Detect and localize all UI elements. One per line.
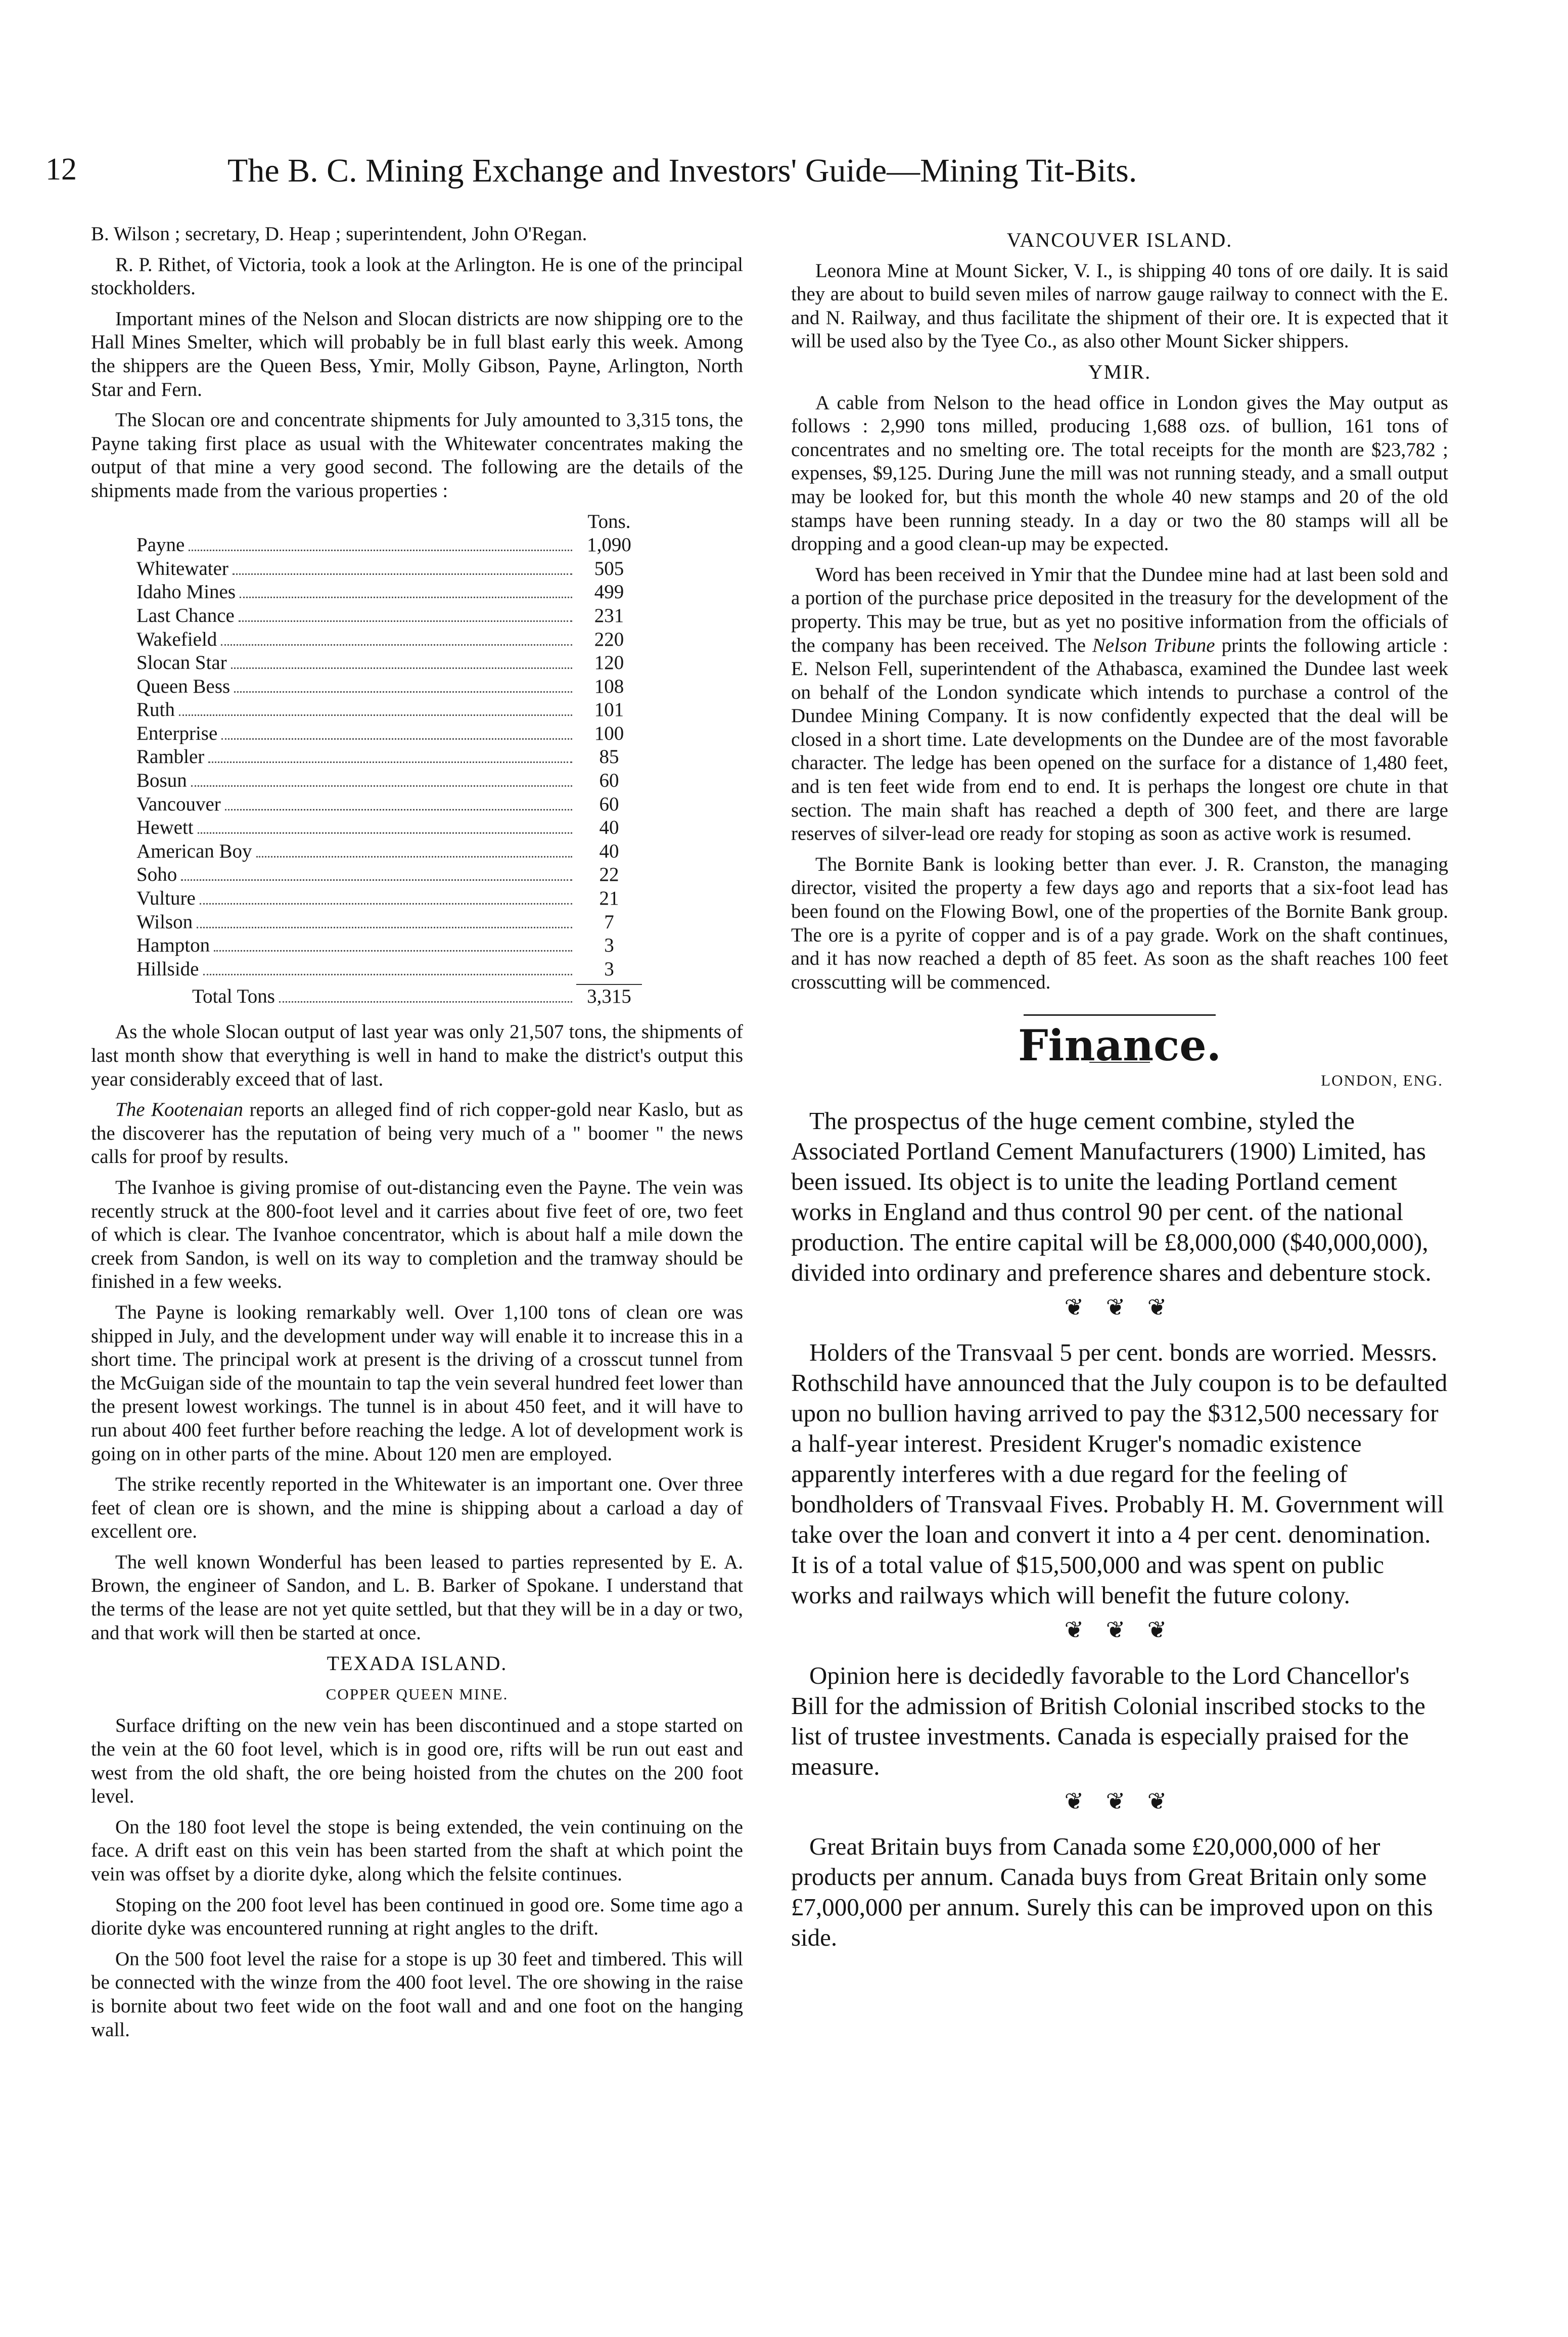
- paragraph: The Slocan ore and concentrate shipments for July amounted to 3,315 tons, the Payne taking first place as usual with the Whitewater concentrates making the output of that mine a very good second. The following are the details of the shipments made from the various properties :: [91, 409, 743, 502]
- shipment-row: [136, 604, 642, 628]
- paragraph: On the 500 foot level the raise for a stope is up 30 feet and timbered. This will be connected with the winze from the 400 foot level. The ore showing in the raise is bornite about two feet wide on the foot wall and and one foot on the hanging wall.: [91, 1948, 743, 2041]
- tons-value: 120: [594, 652, 624, 674]
- mine-name: Bosun: [136, 770, 187, 792]
- tons-value: 40: [599, 840, 619, 862]
- tons-value: 21: [599, 887, 619, 910]
- shipments-unit-header: [136, 510, 642, 534]
- paragraph: Stoping on the 200 foot level has been continued in good ore. Some time ago a diorite dyke was encountered running at right angles to the drift.: [91, 1894, 743, 1940]
- mine-name: Hewett: [136, 817, 194, 839]
- left-column: [91, 222, 743, 2049]
- tons-value: 108: [594, 675, 624, 697]
- total-label: Total Tons: [192, 985, 275, 1008]
- mine-name: Last Chance: [136, 604, 235, 626]
- shipments-rows: [136, 533, 642, 981]
- paragraph: The Ivanhoe is giving promise of out-distancing even the Payne. The vein was recently struck at the 800-foot level and it carries about five feet of ore, two feet of which is clear. The Ivanhoe concentrator, which is about half a mile down the creek from Sandon, is well on its way to completion and the tramway should be finished in a few weeks.: [91, 1176, 743, 1293]
- mine-name: Vulture: [136, 887, 196, 910]
- leader-dots: [221, 644, 572, 646]
- paragraph: A cable from Nelson to the head office in London gives the May output as follows : 2,990 tons milled, producing 1,688 ozs. of bullion, 161 tons of concentrates and no smelting ore. The total receipts for the month are $23,782 ; expenses, $9,125. During June the mill was not running steady, and a small output may be looked for, but this month the whole 40 new stamps and 20 of the old stamps have been running steady. In a day or two the 80 stamps will all be dropping and a good clean-up may be expected.: [791, 391, 1448, 555]
- paragraph: The strike recently reported in the Whitewater is an important one. Over three feet of clean ore is shown, and the mine is shipping about a carload a day of excellent ore.: [91, 1473, 743, 1543]
- paragraph: On the 180 foot level the stope is being extended, the vein continuing on the face. A drift east on this vein has been started from the shaft at which point the vein was offset by a diorite dyke, along which the felsite continues.: [91, 1816, 743, 1885]
- paragraph-text: reports an alleged find of rich copper-gold near Kaslo, but as the discoverer has the reputation of being very much of a " boomer " the news calls for proof by results.: [91, 1099, 743, 1168]
- tons-value: 60: [599, 770, 619, 792]
- shipment-row: [136, 675, 642, 699]
- total-value: 3,315: [587, 985, 631, 1008]
- paragraph: B. Wilson ; secretary, D. Heap ; superintendent, John O'Regan.: [91, 223, 587, 245]
- mine-name: Vancouver: [136, 793, 221, 815]
- tons-value: 505: [594, 557, 624, 579]
- mine-name: Whitewater: [136, 557, 228, 579]
- leader-dots: [191, 785, 572, 787]
- mine-name: Hillside: [136, 958, 199, 980]
- paragraph: The Bornite Bank is looking better than ever. J. R. Cranston, the managing director, visited the property a few days ago and reports that a six-foot lead has been found on the Flowing Bowl, one of the properties of the Bornite Bank group. The ore is a pyrite of copper and is of a pay grade. Work on the shaft continues, and it has now reached a depth of 85 feet. As soon as the shaft reaches 100 feet crosscutting will be commenced.: [791, 853, 1448, 993]
- tons-value: 499: [594, 581, 624, 603]
- shipment-row: [136, 557, 642, 581]
- tons-value: 100: [594, 722, 624, 744]
- publication-name: The Kootenaian: [115, 1099, 243, 1121]
- shipment-row: [136, 934, 642, 958]
- tons-value: 40: [599, 817, 619, 839]
- ornament-divider: ❦ ❦ ❦: [1064, 1788, 1175, 1814]
- running-title: The B. C. Mining Exchange and Investors' Guide—Mining Tit-Bits.: [227, 152, 1137, 189]
- shipment-row: [136, 769, 642, 793]
- shipment-row: [136, 580, 642, 604]
- shipment-row: [136, 887, 642, 911]
- leader-dots: [231, 667, 572, 669]
- ornament-divider: ❦ ❦ ❦: [1064, 1617, 1175, 1643]
- leader-dots: [189, 550, 572, 551]
- sub-heading: COPPER QUEEN MINE.: [326, 1685, 509, 1703]
- leader-dots: [239, 620, 572, 622]
- mine-name: American Boy: [136, 840, 252, 862]
- mine-name: Rambler: [136, 746, 205, 768]
- paragraph: As the whole Slocan output of last year was only 21,507 tons, the shipments of last month show that everything is well in hand to make the district's output this year considerably exceed that of last.: [91, 1021, 743, 1090]
- dateline: LONDON, ENG.: [1321, 1071, 1443, 1089]
- page-header: [45, 152, 1299, 197]
- right-column: [791, 222, 1448, 1961]
- tons-value: 7: [604, 911, 614, 933]
- mine-name: Idaho Mines: [136, 581, 236, 603]
- tons-value: 3: [604, 934, 614, 957]
- leader-dots: [256, 856, 572, 858]
- paragraph-text: prints the following article : E. Nelson Fell, superintendent of the Athabasca, examined the Dundee last week on behalf of the London syndicate which intends to purchase a control of the Dundee Mining Company. It is now confidently expected that the deal will be closed in a short time. Late developments on the Dundee are of the most favorable character. The ledge has been opened on the surface for a distance of 1,480 feet, and is ten feet wide from end to end. It is perhaps the longest ore chute in that section. The main shaft has reached a depth of 300 feet, and there are large reserves of silver-lead ore ready for stoping as soon as active work is resumed.: [791, 634, 1448, 845]
- finance-paragraph: Holders of the Transvaal 5 per cent. bonds are worried. Messrs. Rothschild have announced that the July coupon is to be defaulted upon no bullion having arrived to pay the $312,500 necessary for a half-year interest. President Kruger's nomadic existence apparently interferes with a due regard for the feeling of bondholders of Transvaal Fives. Probably H. M. Government will take over the loan and convert it into a 4 per cent. denomination. It is of a total value of $15,500,000 and was spent on public works and railways which will benefit the future colony.: [791, 1338, 1448, 1609]
- finance-heading: Finance.: [1018, 1020, 1221, 1071]
- finance-paragraph: The prospectus of the huge cement combine, styled the Associated Portland Cement Manufacturers (1900) Limited, has been issued. Its object is to unite the leading Portland cement works in England and thus control 90 per cent. of the national production. The entire capital will be £8,000,000 ($40,000,000), divided into ordinary and preference shares and debenture stock.: [791, 1106, 1432, 1286]
- tons-value: 101: [594, 699, 624, 721]
- shipment-row: [136, 911, 642, 934]
- paragraph-text: Word has been received in Ymir that the Dundee mine had at last been sold and a portion of the purchase price deposited in the treasury for the development of the property. This may be true, but as yet no positive information from the officials of the company has been received. The: [791, 563, 1448, 656]
- finance-paragraph: Great Britain buys from Canada some £20,000,000 of her products per annum. Canada buys from Great Britain only some £7,000,000 per annum. Surely this can be improved upon on this side.: [791, 1832, 1433, 1952]
- leader-dots: [198, 832, 572, 834]
- shipment-row: [136, 745, 642, 769]
- shipment-row: [136, 840, 642, 864]
- leader-dots: [181, 879, 572, 881]
- paragraph: Leonora Mine at Mount Sicker, V. I., is shipping 40 tons of ore daily. It is said they are about to build seven miles of narrow gauge railway to connect with the E. and N. Railway, and thus facilitate the shipment of their ore. It is expected that it will be used also by the Tyee Co., as also other Mount Sicker shippers.: [791, 259, 1448, 352]
- tons-value: 85: [599, 746, 619, 768]
- mine-name: Ruth: [136, 699, 175, 721]
- mine-name: Payne: [136, 534, 185, 556]
- shipment-row: [136, 793, 642, 817]
- tons-value: 3: [604, 958, 614, 980]
- section-heading: TEXADA ISLAND.: [327, 1652, 508, 1675]
- leader-dots: [225, 809, 572, 811]
- shipment-row: [136, 651, 642, 675]
- paragraph: The Payne is looking remarkably well. Over 1,100 tons of clean ore was shipped in July, and the development under way will enable it to increase this in a short time. The principal work at present is the driving of a crosscut tunnel from the McGuigan side of the mountain to tap the vein several hundred feet lower than the present lowest workings. The tunnel is in about 450 feet, and it will have to run about 400 feet further before reaching the ledge. A lot of development work is going on in other parts of the mine. About 120 men are employed.: [91, 1301, 743, 1465]
- mine-name: Soho: [136, 864, 177, 886]
- finance-paragraph: Opinion here is decidedly favorable to the Lord Chancellor's Bill for the admission of British Colonial inscribed stocks to the list of trustee investments. Canada is especially praised for the measure.: [791, 1661, 1425, 1780]
- tons-value: 22: [599, 864, 619, 886]
- shipment-row: [136, 533, 642, 557]
- paragraph: [791, 563, 1448, 846]
- leader-dots: [240, 597, 572, 598]
- paragraph: [91, 1098, 743, 1169]
- shipment-row: [136, 722, 642, 746]
- section-heading: YMIR.: [1088, 360, 1151, 383]
- tons-value: 1,090: [587, 534, 631, 556]
- tons-header: Tons.: [587, 510, 631, 532]
- mine-name: Queen Bess: [136, 675, 230, 697]
- shipments-table: [136, 510, 642, 1012]
- leader-dots: [203, 974, 573, 975]
- tons-value: 220: [594, 628, 624, 650]
- paragraph: Important mines of the Nelson and Slocan districts are now shipping ore to the Hall Mines Smelter, which will probably be in full blast early this week. Among the shippers are the Queen Bess, Ymir, Molly Gibson, Payne, Arlington, North Star and Fern.: [91, 307, 743, 400]
- mine-name: Wakefield: [136, 628, 217, 650]
- leader-dots: [234, 691, 572, 693]
- leader-dots: [208, 761, 572, 763]
- leader-dots: [200, 903, 572, 905]
- leader-dots: [233, 573, 572, 575]
- shipment-row: [136, 816, 642, 840]
- paragraph: The well known Wonderful has been leased to parties represented by E. A. Brown, the engineer of Sandon, and L. B. Barker of Spokane. I understand that the terms of the lease are not yet quite settled, but that they will be in a day or two, and that work will then be started at once.: [91, 1551, 743, 1644]
- leader-dots: [179, 714, 572, 716]
- shipment-row: [136, 958, 642, 981]
- ornament-divider: ❦ ❦ ❦: [1064, 1294, 1175, 1320]
- shipment-row: [136, 628, 642, 652]
- shipment-row: [136, 698, 642, 722]
- leader-dots: [214, 950, 572, 952]
- shipments-total-row: [192, 985, 642, 1011]
- section-heading: VANCOUVER ISLAND.: [1006, 229, 1233, 251]
- mine-name: Enterprise: [136, 722, 218, 744]
- tons-value: 60: [599, 793, 619, 815]
- publication-name: Nelson Tribune: [1092, 634, 1215, 656]
- leader-dots: [279, 1001, 572, 1003]
- leader-dots: [221, 738, 572, 740]
- paragraph: Surface drifting on the new vein has been discontinued and a stope started on the vein at the 60 foot level, which is in good ore, rifts will be run out east and west from the old shaft, the ore being hoisted from the chutes on the 200 foot level.: [91, 1715, 743, 1808]
- section-divider: [1024, 1014, 1216, 1016]
- paragraph: R. P. Rithet, of Victoria, took a look at the Arlington. He is one of the principal stockholders.: [91, 253, 743, 299]
- mine-name: Hampton: [136, 934, 210, 957]
- page-number: 12: [45, 152, 77, 187]
- tons-value: 231: [594, 604, 624, 626]
- shipment-row: [136, 863, 642, 887]
- leader-dots: [197, 927, 572, 928]
- mine-name: Slocan Star: [136, 652, 227, 674]
- mine-name: Wilson: [136, 911, 193, 933]
